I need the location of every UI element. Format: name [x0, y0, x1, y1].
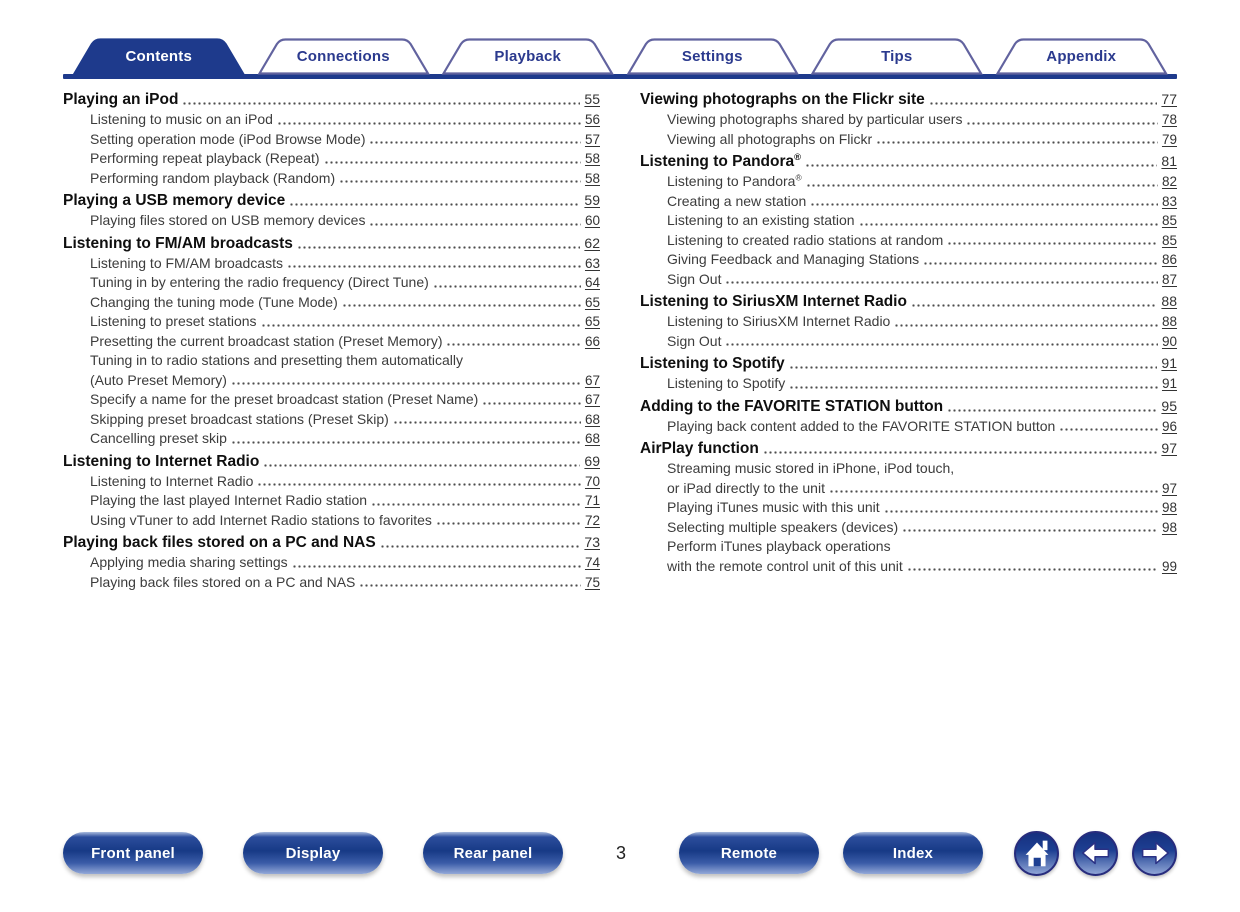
dot-leader — [481, 390, 582, 410]
toc-item-row — [63, 371, 600, 391]
page-link[interactable]: 79 — [1161, 131, 1177, 147]
home-icon — [1018, 834, 1056, 872]
toc-entry-label — [640, 479, 825, 499]
toc-entry-label — [63, 293, 338, 313]
toc-entry-text: Using vTuner to add Internet Radio stations to favorites — [90, 511, 432, 528]
reference-button-group — [679, 832, 983, 874]
toc-entry-text: Perform iTunes playback operations — [667, 538, 891, 554]
dot-leader — [286, 254, 582, 274]
toc-entry-label — [640, 518, 898, 538]
page-link[interactable]: 69 — [584, 452, 600, 469]
page-link[interactable]: 95 — [1161, 397, 1177, 414]
toc-entry-text: Performing random playback (Random) — [90, 169, 336, 186]
dot-leader — [946, 231, 1159, 251]
page-link[interactable]: 74 — [584, 555, 600, 570]
page-link[interactable]: 88 — [1161, 293, 1177, 309]
tab-playback[interactable] — [442, 38, 614, 74]
dot-leader — [1058, 417, 1159, 437]
page-link[interactable]: 81 — [1161, 153, 1177, 169]
dot-leader — [291, 553, 582, 573]
toc-item-row — [63, 429, 600, 449]
toc-entry-text: Listening to FM/AM broadcasts — [90, 254, 283, 271]
panel-button-group — [63, 832, 563, 874]
toc-item-row — [640, 479, 1177, 499]
toc-entry-label — [640, 438, 759, 459]
dot-leader — [368, 211, 582, 231]
toc-entry-text: Listening to Spotify — [640, 355, 785, 372]
toc-item-row — [63, 573, 600, 593]
dot-leader — [901, 518, 1159, 538]
dot-leader — [181, 89, 581, 110]
toc-entry-text: Streaming music stored in iPhone, iPod touch, — [667, 460, 955, 476]
manual-contents-page — [0, 38, 1240, 863]
toc-entry-text: Listening to Spotify — [667, 375, 786, 391]
toc-entry-label — [640, 192, 806, 212]
toc-entry-text: Listening to Internet Radio — [63, 452, 260, 470]
toc-heading-row — [63, 89, 600, 110]
toc-item-row — [640, 231, 1177, 251]
toc-item-row — [640, 130, 1177, 150]
toc-entry-text: Giving Feedback and Managing Stations — [667, 251, 920, 267]
toc-entry-text: Cancelling preset skip — [90, 430, 227, 446]
dot-leader — [828, 479, 1159, 499]
dot-leader — [946, 396, 1158, 417]
toc-item-row — [63, 351, 600, 371]
toc-item-row — [63, 254, 600, 274]
page-link[interactable]: 55 — [584, 91, 600, 107]
toc-entry-label — [63, 472, 253, 492]
dot-leader — [296, 233, 581, 254]
toc-entry-label — [640, 250, 919, 270]
toc-item-row — [63, 553, 600, 573]
toc-entry-label — [640, 211, 855, 231]
page-link[interactable]: 83 — [1161, 193, 1177, 209]
tab-contents[interactable] — [73, 38, 245, 74]
tab-appendix[interactable] — [996, 38, 1168, 74]
dot-leader — [262, 451, 581, 472]
page-link[interactable]: 97 — [1161, 480, 1177, 496]
page-link[interactable]: 66 — [584, 333, 600, 349]
toc-heading-row — [63, 233, 600, 254]
toc-item-row — [640, 211, 1177, 231]
toc-item-row — [63, 332, 600, 352]
toc-entry-text: Adding to the FAVORITE STATION button — [640, 397, 944, 415]
toc-entry-text: Skipping preset broadcast stations (Preset Skip) — [90, 410, 389, 427]
registered-mark: ® — [795, 172, 802, 183]
page-link[interactable]: 60 — [584, 213, 600, 228]
toc-entry-label — [63, 511, 432, 531]
toc-entry-text: Playing files stored on USB memory devices — [90, 212, 366, 228]
page-link[interactable]: 82 — [1161, 174, 1177, 189]
toc-entry-label — [640, 537, 891, 557]
page-link[interactable]: 99 — [1161, 558, 1177, 574]
toc-entry-label — [640, 130, 872, 150]
toc-entry-text: Presetting the current broadcast station (Preset Memory) — [90, 332, 443, 349]
page-link[interactable]: 98 — [1161, 519, 1177, 535]
toc-heading-row — [640, 89, 1177, 110]
toc-entry-text: or iPad directly to the unit — [667, 479, 825, 496]
dot-leader — [323, 149, 582, 169]
dot-leader — [392, 410, 582, 430]
page-link[interactable]: 77 — [1161, 91, 1177, 107]
display-button[interactable]: Display — [243, 832, 383, 874]
page-link[interactable]: 62 — [584, 234, 600, 251]
toc-heading-row — [640, 396, 1177, 417]
toc-entry-label — [63, 491, 367, 511]
toc-entry-label — [63, 254, 283, 274]
toc-item-row — [640, 270, 1177, 290]
toc-item-row — [640, 518, 1177, 538]
forward-button[interactable] — [1132, 831, 1177, 876]
toc-entry-text: Playing iTunes music with this unit — [667, 499, 880, 515]
dot-leader — [260, 312, 582, 332]
toc-entry-label — [640, 417, 1055, 437]
toc-entry-label — [63, 410, 389, 430]
toc-entry-text: Listening to SiriusXM Internet Radio — [667, 313, 891, 329]
page-link[interactable]: 57 — [584, 131, 600, 147]
toc-item-row — [640, 172, 1177, 192]
back-arrow-icon — [1077, 834, 1115, 872]
toc-heading-row — [640, 438, 1177, 459]
page-link[interactable]: 68 — [584, 411, 600, 427]
dot-leader — [906, 557, 1159, 577]
page-link[interactable]: 58 — [584, 151, 600, 166]
dot-leader — [788, 353, 1159, 374]
tab-label: Appendix — [1046, 48, 1117, 65]
toc-item-row — [63, 293, 600, 313]
toc-entry-label — [640, 374, 785, 394]
toc-item-row — [63, 169, 600, 189]
toc-right-column — [640, 89, 1177, 592]
toc-entry-label — [640, 498, 880, 518]
dot-leader — [435, 511, 582, 531]
page-link[interactable]: 70 — [584, 473, 600, 489]
page-link[interactable]: 75 — [584, 574, 600, 590]
toc-heading-row — [640, 291, 1177, 312]
toc-entry-label — [640, 89, 925, 110]
page-link[interactable]: 85 — [1161, 232, 1177, 248]
tab-label: Connections — [296, 48, 390, 65]
toc-item-row — [640, 417, 1177, 437]
dot-leader — [922, 250, 1159, 270]
toc-entry-text: Listening to SiriusXM Internet Radio — [640, 293, 907, 310]
page-link[interactable]: 58 — [584, 170, 600, 186]
back-button[interactable] — [1073, 831, 1118, 876]
toc-item-row — [63, 472, 600, 492]
dot-leader — [368, 130, 581, 150]
toc-entry-label — [640, 110, 962, 130]
toc-entry-label — [640, 312, 890, 332]
toc-item-row — [640, 537, 1177, 557]
dot-leader — [288, 190, 581, 211]
page-link[interactable]: 87 — [1161, 271, 1177, 287]
toc-entry-label — [63, 532, 376, 553]
dot-leader — [910, 291, 1158, 312]
toc-entry-text: Creating a new station — [667, 192, 807, 209]
toc-entry-text: Listening to created radio stations at random — [667, 231, 944, 248]
dot-leader — [724, 270, 1158, 290]
toc-entry-text: Specify a name for the preset broadcast station (Preset Name) — [90, 391, 479, 407]
toc-entry-text: with the remote control unit of this unit — [667, 557, 903, 574]
toc-entry-text: Viewing photographs shared by particular users — [667, 111, 963, 127]
toc-item-row — [63, 211, 600, 231]
footer-nav — [63, 830, 1177, 876]
toc-entry-text: Applying media sharing settings — [90, 554, 288, 570]
toc-entry-text: Playing back content added to the FAVORITE STATION button — [667, 417, 1056, 434]
page-link[interactable]: 59 — [584, 192, 600, 208]
toc-entry-label — [63, 211, 365, 231]
dot-leader — [928, 89, 1159, 110]
front-panel-button[interactable]: Front panel — [63, 832, 203, 874]
toc-item-row — [63, 511, 600, 531]
toc-entry-label — [63, 130, 365, 150]
dot-leader — [788, 374, 1159, 394]
toc-item-row — [640, 332, 1177, 352]
dot-leader — [379, 532, 582, 553]
toc-item-row — [63, 130, 600, 150]
toc-item-row — [63, 491, 600, 511]
dot-leader — [883, 498, 1159, 518]
toc-entry-text: Viewing all photographs on Flickr — [667, 130, 873, 147]
toc-entry-text: Sign Out — [667, 270, 722, 287]
page-link[interactable]: 68 — [584, 431, 600, 446]
dot-leader — [858, 211, 1159, 231]
dot-leader — [724, 332, 1158, 352]
toc-entry-text: Tuning in to radio stations and presetting them automatically — [90, 352, 464, 368]
tab-settings[interactable] — [627, 38, 799, 74]
toc-left-column — [63, 89, 600, 592]
toc-entry-label — [63, 332, 442, 352]
toc-item-row — [63, 149, 600, 169]
toc-entry-label — [640, 270, 721, 290]
toc-item-row — [63, 273, 600, 293]
page-link[interactable]: 98 — [1161, 500, 1177, 515]
toc-entry-text: Changing the tuning mode (Tune Mode) — [90, 293, 338, 310]
toc-entry-label — [63, 429, 227, 449]
page-link[interactable]: 85 — [1161, 213, 1177, 228]
dot-leader — [341, 293, 582, 313]
tab-tips[interactable] — [811, 38, 983, 74]
toc-heading-row — [640, 353, 1177, 374]
dot-leader — [230, 429, 582, 449]
toc-entry-label — [63, 390, 478, 410]
toc-item-row — [640, 459, 1177, 479]
toc-item-row — [640, 498, 1177, 518]
dot-leader — [893, 312, 1159, 332]
toc-entry-text: Tuning in by entering the radio frequency (Direct Tune) — [90, 274, 429, 290]
home-button[interactable] — [1014, 831, 1059, 876]
page-link[interactable]: 73 — [584, 534, 600, 550]
toc-item-row — [640, 250, 1177, 270]
toc-entry-text: Listening to Pandora — [640, 153, 795, 170]
toc-heading-row — [640, 151, 1177, 172]
toc-entry-text: Playing an iPod — [63, 91, 179, 108]
toc-item-row — [640, 110, 1177, 130]
toc-entry-text: Listening to an existing station — [667, 212, 855, 228]
toc-entry-text: Listening to Internet Radio — [90, 472, 254, 489]
dot-leader — [370, 491, 582, 511]
page-link[interactable]: 67 — [584, 392, 600, 407]
page-link[interactable]: 71 — [584, 493, 600, 508]
page-link[interactable]: 67 — [584, 372, 600, 388]
page-link[interactable]: 86 — [1161, 252, 1177, 267]
dot-leader — [276, 110, 582, 130]
toc-entry-label — [63, 273, 429, 293]
toc-entry-text: AirPlay function — [640, 440, 759, 457]
index-button[interactable]: Index — [843, 832, 983, 874]
toc-entry-label — [640, 291, 907, 312]
dot-leader — [230, 371, 582, 391]
toc-entry-text: Playing back files stored on a PC and NAS — [63, 534, 376, 551]
page-link[interactable]: 91 — [1161, 376, 1177, 391]
toc-entry-text: Listening to FM/AM broadcasts — [63, 234, 293, 252]
toc-entry-label — [63, 89, 178, 110]
toc-item-row — [63, 110, 600, 130]
page-link[interactable]: 65 — [584, 314, 600, 329]
page-link[interactable]: 72 — [584, 512, 600, 528]
toc-entry-label — [640, 231, 943, 251]
toc-entry-label — [63, 553, 288, 573]
toc-entry-label — [640, 396, 943, 417]
toc-entry-label — [640, 353, 785, 374]
toc-entry-label — [63, 312, 257, 332]
toc-item-row — [640, 557, 1177, 577]
toc-entry-text: Listening to music on an iPod — [90, 111, 273, 127]
toc-entry-text: Playing back files stored on a PC and NAS — [90, 573, 356, 590]
toc-entry-label — [63, 573, 355, 593]
toc-entry-label — [640, 557, 903, 577]
page-link[interactable]: 64 — [584, 275, 600, 290]
toc-entry-text: Listening to Pandora — [667, 173, 796, 189]
toc-entry-label — [63, 169, 335, 189]
page-link[interactable]: 56 — [584, 112, 600, 127]
page-link[interactable]: 63 — [584, 255, 600, 271]
toc-entry-label — [63, 371, 227, 391]
toc-entry-text: (Auto Preset Memory) — [90, 371, 227, 388]
tab-bar — [63, 38, 1177, 79]
toc-item-row — [640, 374, 1177, 394]
toc-item-row — [63, 390, 600, 410]
toc-entry-label — [640, 172, 802, 192]
dot-leader — [805, 172, 1159, 192]
toc-item-row — [63, 312, 600, 332]
toc-entry-label — [63, 110, 273, 130]
page-link[interactable]: 97 — [1161, 440, 1177, 456]
remote-button[interactable]: Remote — [679, 832, 819, 874]
toc-entry-label — [63, 351, 463, 371]
toc-entry-text: Sign Out — [667, 332, 722, 349]
registered-mark: ® — [794, 151, 802, 162]
toc-entry-label — [63, 451, 259, 472]
dot-leader — [804, 151, 1158, 172]
dot-leader — [445, 332, 581, 352]
table-of-contents — [63, 89, 1177, 592]
page-link[interactable]: 65 — [584, 294, 600, 310]
dot-leader — [875, 130, 1159, 150]
page-link[interactable]: 78 — [1161, 112, 1177, 127]
toc-heading-row — [63, 190, 600, 211]
toc-entry-label — [640, 459, 954, 479]
toc-item-row — [640, 192, 1177, 212]
toc-entry-label — [63, 190, 285, 211]
tab-label: Contents — [125, 48, 193, 65]
toc-entry-text: Playing a USB memory device — [63, 192, 286, 209]
nav-icon-group — [1014, 831, 1177, 876]
tab-underline — [63, 74, 1177, 79]
dot-leader — [338, 169, 582, 189]
dot-leader — [762, 438, 1159, 459]
tab-label: Tips — [881, 48, 913, 65]
dot-leader — [432, 273, 582, 293]
toc-entry-text: Selecting multiple speakers (devices) — [667, 518, 899, 535]
toc-entry-label — [63, 233, 293, 254]
forward-arrow-icon — [1136, 834, 1174, 872]
page-number: 3 — [615, 842, 626, 863]
dot-leader — [358, 573, 582, 593]
toc-entry-label — [640, 151, 801, 172]
page-link[interactable]: 96 — [1161, 418, 1177, 434]
rear-panel-button[interactable]: Rear panel — [423, 832, 563, 874]
dot-leader — [965, 110, 1158, 130]
page-link[interactable]: 88 — [1161, 314, 1177, 329]
toc-heading-row — [63, 451, 600, 472]
toc-entry-text: Viewing photographs on the Flickr site — [640, 91, 925, 108]
toc-entry-label — [640, 332, 721, 352]
toc-item-row — [640, 312, 1177, 332]
toc-item-row — [63, 410, 600, 430]
tab-label: Playback — [494, 48, 562, 65]
page-link[interactable]: 91 — [1161, 355, 1177, 371]
toc-entry-text: Performing repeat playback (Repeat) — [90, 150, 320, 166]
tab-connections[interactable] — [258, 38, 430, 74]
toc-entry-label — [63, 149, 320, 169]
page-link[interactable]: 90 — [1161, 333, 1177, 349]
toc-entry-text: Listening to preset stations — [90, 313, 257, 329]
toc-entry-text: Playing the last played Internet Radio station — [90, 492, 368, 508]
toc-heading-row — [63, 532, 600, 553]
dot-leader — [256, 472, 582, 492]
tab-strip — [63, 38, 1177, 74]
dot-leader — [809, 192, 1159, 212]
tab-label: Settings — [681, 48, 743, 65]
toc-entry-text: Setting operation mode (iPod Browse Mode) — [90, 130, 366, 147]
